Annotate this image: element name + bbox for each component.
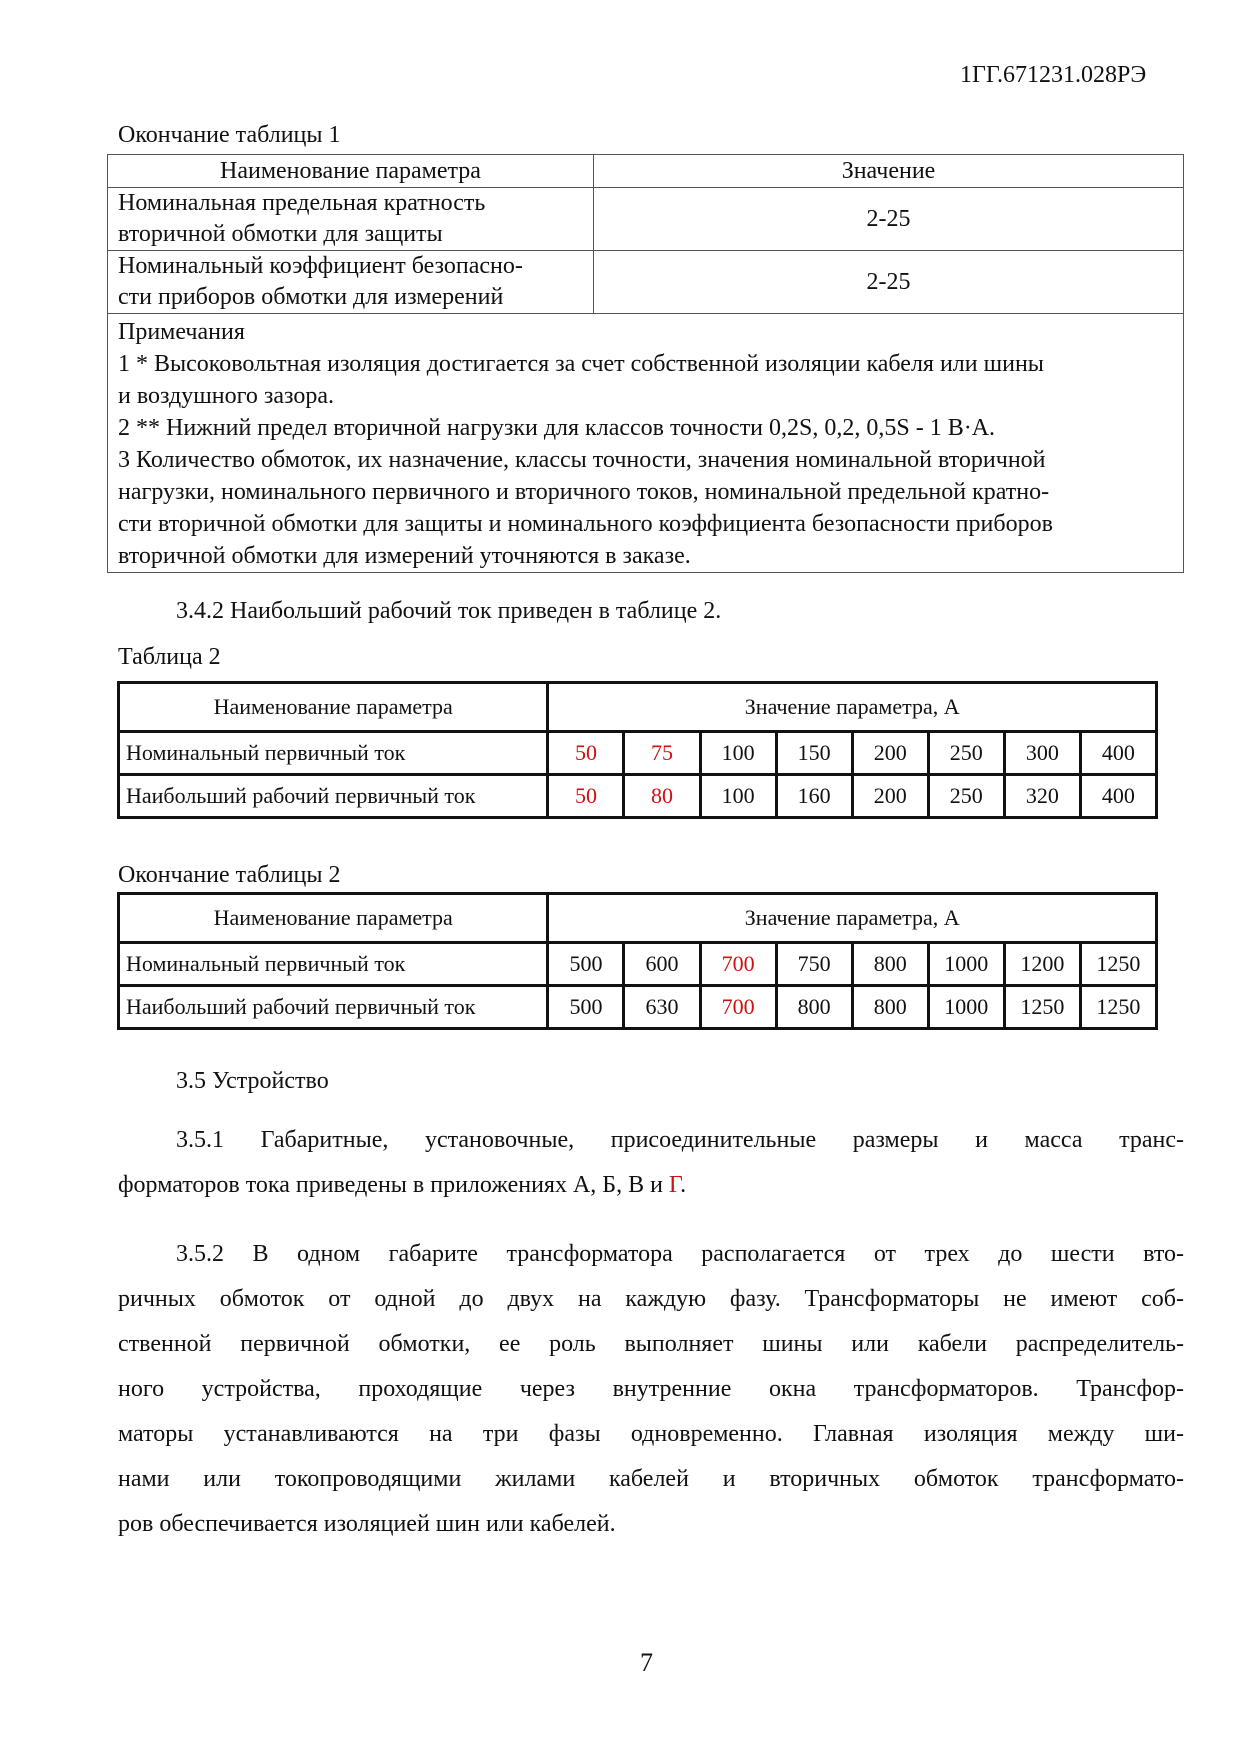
value-cell: 1200 — [1004, 943, 1080, 986]
table2-col-values: Значение параметра, А — [548, 683, 1157, 732]
table2 — [117, 681, 1158, 819]
paragraph-3-5-1: 3.5.1 Габаритные, установочные, присоединительные размеры и масса транс- форматоров тока приведены в приложениях А, Б, В и Г. — [118, 1127, 1184, 1198]
value-cell: 250 — [928, 775, 1004, 818]
row-label: Номинальный первичный ток — [119, 943, 548, 986]
row-label: Наибольший рабочий первичный ток — [119, 775, 548, 818]
table1-notes — [108, 314, 1184, 573]
table2-col-name: Наименование параметра — [119, 683, 548, 732]
table-row — [108, 251, 1184, 314]
table2-end — [117, 892, 1158, 1030]
table1-notes-row — [108, 314, 1184, 573]
table2-end-caption: Окончание таблицы 2 — [118, 862, 341, 888]
value-cell: 100 — [700, 732, 776, 775]
value-cell: 700 — [700, 943, 776, 986]
value-cell: 600 — [624, 943, 700, 986]
table2-end-col-name: Наименование параметра — [119, 894, 548, 943]
value-cell: 400 — [1080, 775, 1156, 818]
table-row — [119, 943, 1157, 986]
table2-end-col-values: Значение параметра, А — [548, 894, 1157, 943]
table-row — [108, 188, 1184, 251]
value-cell: 500 — [548, 986, 624, 1029]
table2-caption: Таблица 2 — [118, 644, 221, 670]
value-cell: 1250 — [1004, 986, 1080, 1029]
value-cell: 200 — [852, 775, 928, 818]
section-3-4-2: 3.4.2 Наибольший рабочий ток приведен в таблице 2. — [176, 598, 722, 624]
note-line: 1 * Высоковольтная изоляция достигается за счет собственной изоляции кабеля или шины — [118, 351, 1044, 377]
table1-param-value: 2-25 — [594, 188, 1184, 251]
note-line: и воздушного зазора. — [118, 383, 334, 409]
value-cell: 50 — [548, 775, 624, 818]
value-cell: 200 — [852, 732, 928, 775]
value-cell: 400 — [1080, 732, 1156, 775]
value-cell: 500 — [548, 943, 624, 986]
value-cell: 1250 — [1080, 986, 1156, 1029]
table1-param-name: Номинальная предельная кратность вторичной обмотки для защиты — [108, 188, 594, 251]
value-cell: 80 — [624, 775, 700, 818]
value-cell: 100 — [700, 775, 776, 818]
value-cell: 800 — [776, 986, 852, 1029]
table2-end-header-row — [119, 894, 1157, 943]
value-cell: 700 — [700, 986, 776, 1029]
table2-header-row — [119, 683, 1157, 732]
value-cell: 630 — [624, 986, 700, 1029]
note-line: 3 Количество обмоток, их назначение, классы точности, значения номинальной вторичной — [118, 447, 1046, 473]
value-cell: 1250 — [1080, 943, 1156, 986]
table1 — [107, 154, 1184, 573]
value-cell: 1000 — [928, 986, 1004, 1029]
row-label: Номинальный первичный ток — [119, 732, 548, 775]
table-row — [119, 732, 1157, 775]
value-cell: 250 — [928, 732, 1004, 775]
note-line: нагрузки, номинального первичного и вторичного токов, номинальной предельной кратно- — [118, 479, 1050, 505]
notes-title: Примечания — [118, 319, 245, 345]
value-cell: 750 — [776, 943, 852, 986]
document-code: 1ГГ.671231.028РЭ — [960, 62, 1147, 88]
table1-param-name: Номинальный коэффициент безопасно- сти приборов обмотки для измерений — [108, 251, 594, 314]
value-cell: 50 — [548, 732, 624, 775]
table-row — [119, 986, 1157, 1029]
page-number: 7 — [640, 1648, 653, 1677]
value-cell: 75 — [624, 732, 700, 775]
value-cell: 160 — [776, 775, 852, 818]
table1-col-name: Наименование параметра — [108, 155, 594, 188]
value-cell: 320 — [1004, 775, 1080, 818]
section-3-5-title: 3.5 Устройство — [176, 1068, 329, 1094]
table-row — [119, 775, 1157, 818]
note-line: 2 ** Нижний предел вторичной нагрузки для классов точности 0,2S, 0,2, 0,5S - 1 В·А. — [118, 415, 996, 441]
table1-param-value: 2-25 — [594, 251, 1184, 314]
note-line: сти вторичной обмотки для защиты и номинального коэффициента безопасности приборов — [118, 511, 1053, 537]
value-cell: 150 — [776, 732, 852, 775]
table1-header-row — [108, 155, 1184, 188]
value-cell: 800 — [852, 943, 928, 986]
note-line: вторичной обмотки для измерений уточняются в заказе. — [118, 543, 691, 569]
row-label: Наибольший рабочий первичный ток — [119, 986, 548, 1029]
table1-caption: Окончание таблицы 1 — [118, 122, 341, 148]
value-cell: 300 — [1004, 732, 1080, 775]
paragraph-3-5-2: 3.5.2 В одном габарите трансформатора располагается от трех до шести вто- ричных обмоток от одной до двух на каждую фазу. Трансформаторы не имеют соб- ственной первичной обмотки, ее роль выполняет шины или кабели распределитель- ного устройства, проходящие через внутренние окна трансформаторов. Трансфор- маторы устанавливаются на три фазы одновременно. Главная изоляция между ши- нами или токопроводящими жилами кабелей и вторичных обмоток трансформато- ров обеспечивается изоляцией шин или кабелей. — [118, 1241, 1184, 1537]
appendix-g-highlight: Г — [668, 1172, 681, 1198]
table1-col-value: Значение — [594, 155, 1184, 188]
value-cell: 800 — [852, 986, 928, 1029]
value-cell: 1000 — [928, 943, 1004, 986]
